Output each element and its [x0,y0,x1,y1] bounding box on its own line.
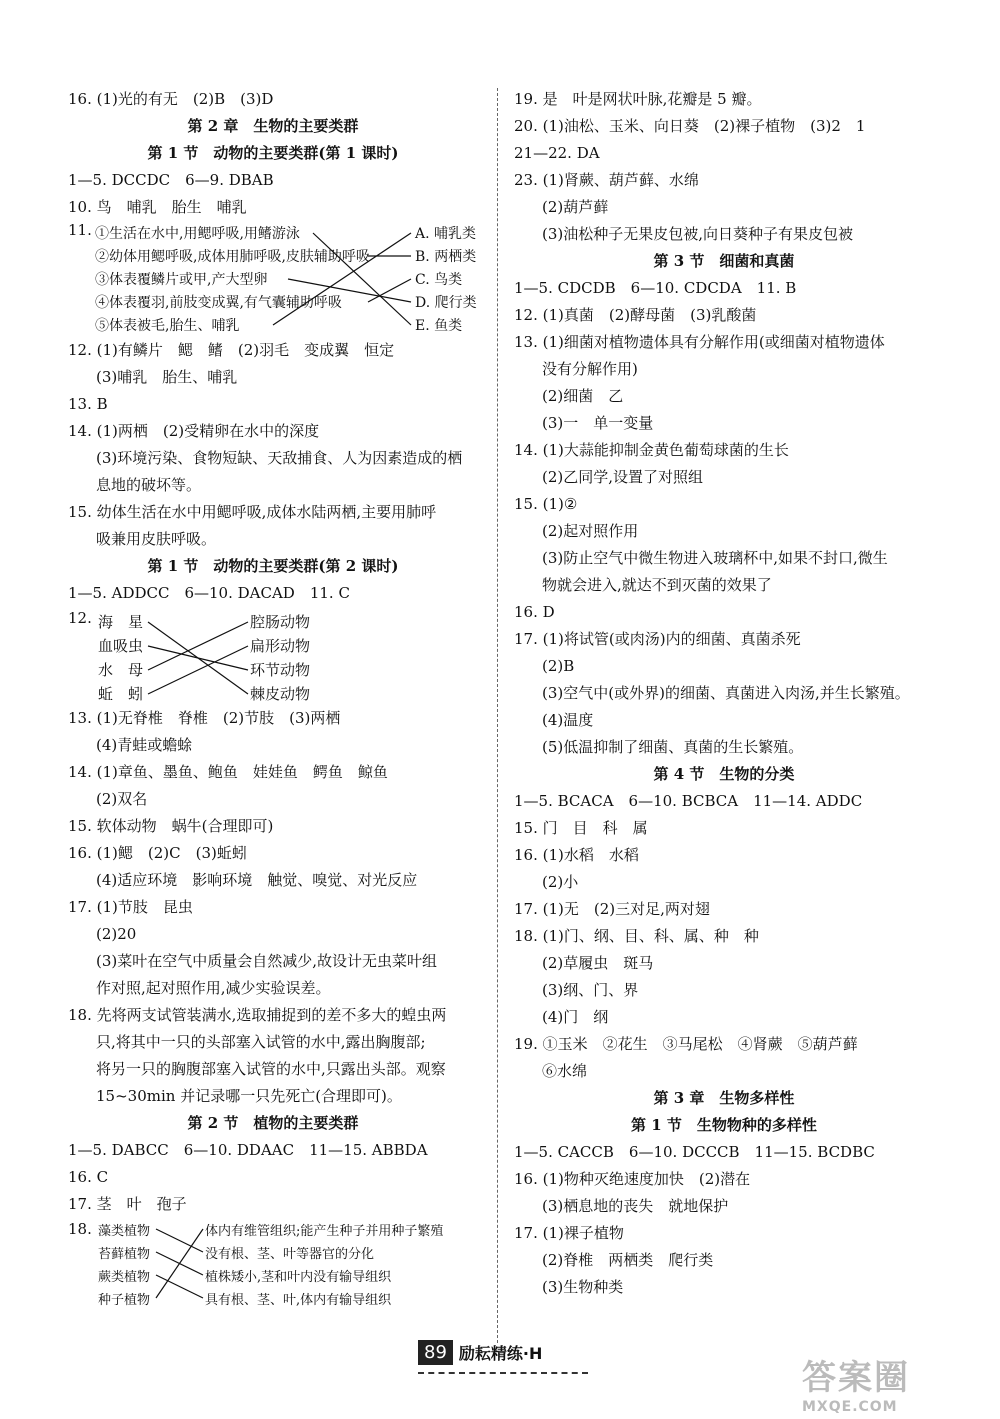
answer-line: 16. D [514,603,555,621]
answer-line: 17. (1)无 (2)三对足,两对翅 [514,900,710,918]
answer-line: (3)生物种类 [542,1278,624,1296]
answer-line: (3)环境污染、食物短缺、天敌捕食、人为因素造成的栖 [96,449,463,467]
match-right-item: A. 哺乳类 [415,226,477,242]
watermark-text: 答案圈 [802,1358,910,1398]
column-divider [497,88,498,1343]
answer-line: (3)防止空气中微生物进入玻璃杯中,如果不封口,微生 [542,549,888,567]
answer-line: 12. (1)有鳞片 鳃 鳍 (2)羽毛 变成翼 恒定 [68,341,395,359]
answer-line: 15. 软体动物 蜗牛(合理即可) [68,817,274,835]
match-right-item: 腔肠动物 [250,613,311,631]
answer-line: 20. (1)油松、玉米、向日葵 (2)裸子植物 (3)2 1 [514,117,866,135]
answer-line: (3)空气中(或外界)的细菌、真菌进入肉汤,并生长繁殖。 [542,684,910,702]
right-column [514,86,934,1301]
answer-line: 16. (1)物种灭绝速度加快 (2)潜在 [514,1170,751,1188]
answer-line: (2)B [542,657,575,675]
match-left-item: 水 母 [98,661,144,679]
answer-line: (2)葫芦藓 [542,198,609,216]
matching-q18 [68,1218,478,1310]
matching-lines [68,221,478,337]
answer-line: (3)一 单一变量 [542,414,654,432]
match-right-item: 环节动物 [250,661,311,679]
footer-title: 励耘精练·H [458,1344,543,1363]
answer-line: (5)低温抑制了细菌、真菌的生长繁殖。 [542,738,804,756]
answer-line: 没有分解作用) [542,360,638,378]
section-heading: 第 3 节 细菌和真菌 [653,252,795,270]
answer-line: 16. C [68,1168,109,1186]
answer-line: 1—5. DABCC 6—10. DDAAC 11—15. ABBDA [68,1141,428,1159]
page-number: 89 [418,1340,453,1365]
answer-line: 19. ①玉米 ②花生 ③马尾松 ④肾蕨 ⑤葫芦藓 [514,1035,858,1053]
matching-q11 [68,221,478,337]
answer-line: 吸兼用皮肤呼吸。 [96,530,217,548]
answer-line: 18. 先将两支试管装满水,选取捕捉到的差不多大的蝗虫两 [68,1006,447,1024]
match-left-item: ③体表覆鳞片或甲,产大型卵 [95,272,268,288]
section-heading: 第 1 节 动物的主要类群(第 1 课时) [147,144,399,162]
match-left-item: ①生活在水中,用鳃呼吸,用鳍游泳 [95,226,300,242]
answer-line: 21—22. DA [514,144,600,162]
answer-line: (4)温度 [542,711,594,729]
answer-line: 14. (1)大蒜能抑制金黄色葡萄球菌的生长 [514,441,789,459]
answer-line: (3)油松种子无果皮包被,向日葵种子有果皮包被 [542,225,854,243]
matching-q12 [68,607,478,705]
match-right-item: D. 爬行类 [415,295,477,311]
match-right-item: 具有根、茎、叶,体内有输导组织 [205,1293,392,1308]
matching-lines [68,607,478,705]
answer-line: 物就会进入,就达不到灭菌的效果了 [542,576,772,594]
section-heading: 第 2 节 植物的主要类群 [187,1114,359,1132]
answer-line: 19. 是 叶是网状叶脉,花瓣是 5 瓣。 [514,90,762,108]
answer-line: (4)门 纲 [542,1008,609,1026]
answer-line: (2)草履虫 斑马 [542,954,654,972]
answer-line: 15. 幼体生活在水中用鳃呼吸,成体水陆两栖,主要用肺呼 [68,503,437,521]
answer-line: ⑥水绵 [542,1062,588,1080]
section-heading: 第 4 节 生物的分类 [653,765,795,783]
answer-line: 16. (1)鳃 (2)C (3)蚯蚓 [68,844,247,862]
match-left-item: 蕨类植物 [98,1270,151,1285]
match-right-item: 扁形动物 [250,637,311,655]
answer-line: 13. (1)细菌对植物遗体具有分解作用(或细菌对植物遗体 [514,333,885,351]
answer-line: (3)栖息地的丧失 就地保护 [542,1197,729,1215]
answer-line: (3)哺乳 胎生、哺乳 [96,368,238,386]
match-left-item: ②幼体用鳃呼吸,成体用肺呼吸,皮肤辅助呼吸 [95,249,370,265]
answer-line: 15~30min 并记录哪一只先死亡(合理即可)。 [96,1087,402,1105]
answer-line: 16. (1)光的有无 (2)B (3)D [68,90,274,108]
answer-line: 16. (1)水稻 水稻 [514,846,639,864]
answer-line: 17. (1)将试管(或肉汤)内的细菌、真菌杀死 [514,630,801,648]
match-right-item: E. 鱼类 [415,318,463,334]
match-left-item: ⑤体表被毛,胎生、哺乳 [95,318,240,334]
match-left-item: 种子植物 [98,1293,151,1308]
match-left-item: ④体表覆羽,前肢变成翼,有气囊辅助呼吸 [95,295,342,311]
question-number: 12. [68,609,92,627]
match-left-item: 海 星 [98,613,144,631]
answer-line: (3)纲、门、界 [542,981,639,999]
match-left-item: 血吸虫 [98,637,144,655]
footer-rule [418,1372,588,1374]
answer-line: (4)青蛙或蟾蜍 [96,736,193,754]
question-number: 11. [68,221,92,239]
answer-line: (2)脊椎 两栖类 爬行类 [542,1251,714,1269]
answer-line: 23. (1)肾蕨、葫芦藓、水绵 [514,171,699,189]
left-column [68,86,478,1310]
answer-line: 1—5. CACCB 6—10. DCCCB 11—15. BCDBC [514,1143,875,1161]
page-footer [418,1340,542,1365]
watermark-logo [802,1350,972,1415]
answer-line: (2)起对照作用 [542,522,639,540]
answer-line: 17. 茎 叶 孢子 [68,1195,187,1213]
match-right-item: 没有根、茎、叶等器官的分化 [205,1247,375,1262]
answer-line: (4)适应环境 影响环境 触觉、嗅觉、对光反应 [96,871,418,889]
match-right-item: 植株矮小,茎和叶内没有输导组织 [205,1270,392,1285]
chapter-heading: 第 2 章 生物的主要类群 [187,117,359,135]
question-number: 18. [68,1220,92,1238]
answer-line: 1—5. CDCDB 6—10. CDCDA 11. B [514,279,797,297]
match-left-item: 蚯 蚓 [98,685,144,703]
match-right-item: 棘皮动物 [250,685,311,703]
watermark-url: MXQE.COM [802,1399,898,1415]
answer-line: 1—5. BCACA 6—10. BCBCA 11—14. ADDC [514,792,863,810]
answer-line: (2)细菌 乙 [542,387,624,405]
match-left-item: 藻类植物 [98,1224,151,1239]
answer-line: (3)菜叶在空气中质量会自然减少,故设计无虫菜叶组 [96,952,438,970]
answer-line: 息地的破坏等。 [96,476,202,494]
section-heading: 第 1 节 生物物种的多样性 [631,1116,817,1134]
answer-line: 1—5. DCCDC 6—9. DBAB [68,171,274,189]
answer-line: 12. (1)真菌 (2)酵母菌 (3)乳酸菌 [514,306,757,324]
answer-line: 15. 门 目 科 属 [514,819,648,837]
answer-line: (2)双名 [96,790,148,808]
match-right-item: B. 两栖类 [415,249,477,265]
answer-line: 17. (1)裸子植物 [514,1224,624,1242]
answer-line: 作对照,起对照作用,减少实验误差。 [96,979,331,997]
match-right-item: C. 鸟类 [415,272,463,288]
answer-line: 1—5. ADDCC 6—10. DACAD 11. C [68,584,350,602]
chapter-heading: 第 3 章 生物多样性 [653,1089,795,1107]
answer-line: 15. (1)② [514,495,578,513]
answer-line: (2)乙同学,设置了对照组 [542,468,704,486]
answer-line: 10. 鸟 哺乳 胎生 哺乳 [68,198,247,216]
answer-line: 只,将其中一只的头部塞入试管的水中,露出胸腹部; [96,1033,426,1051]
section-heading: 第 1 节 动物的主要类群(第 2 课时) [147,557,399,575]
answer-line: 14. (1)章鱼、墨鱼、鲍鱼 娃娃鱼 鳄鱼 鲸鱼 [68,763,388,781]
answer-line: 13. (1)无脊椎 脊椎 (2)节肢 (3)两栖 [68,709,341,727]
answer-line: (2)20 [96,925,137,943]
answer-line: 18. (1)门、纲、目、科、属、种 种 [514,927,759,945]
answer-line: 13. B [68,395,108,413]
answer-line: 将另一只的胸腹部塞入试管的水中,只露出头部。观察 [96,1060,446,1078]
match-right-item: 体内有维管组织;能产生种子并用种子繁殖 [205,1224,444,1239]
answer-line: 14. (1)两栖 (2)受精卵在水中的深度 [68,422,320,440]
answer-line: (2)小 [542,873,579,891]
match-left-item: 苔藓植物 [98,1247,151,1262]
matching-lines [68,1218,478,1310]
answer-line: 17. (1)节肢 昆虫 [68,898,193,916]
